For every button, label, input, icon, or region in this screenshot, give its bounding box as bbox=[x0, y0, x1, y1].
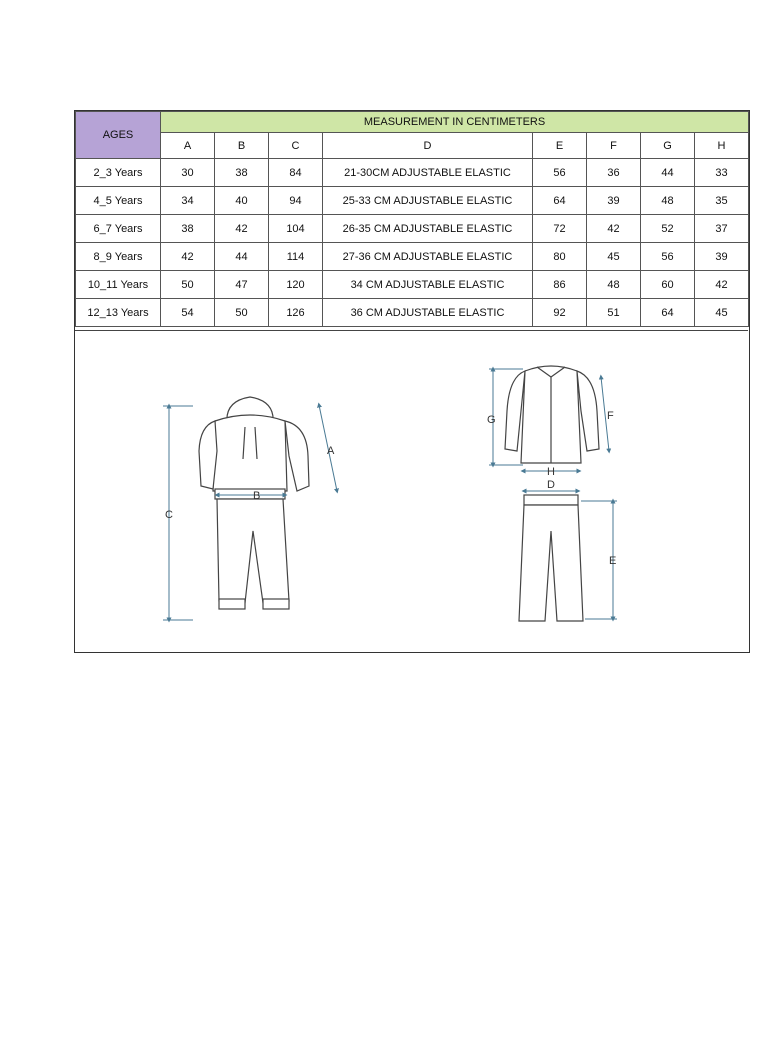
cell-h: 39 bbox=[695, 243, 749, 271]
cell-d: 26-35 CM ADJUSTABLE ELASTIC bbox=[323, 215, 533, 243]
measurement-diagram bbox=[75, 330, 748, 653]
cell-d: 25-33 CM ADJUSTABLE ELASTIC bbox=[323, 187, 533, 215]
cell-e: 72 bbox=[533, 215, 587, 243]
cell-g: 44 bbox=[641, 159, 695, 187]
left-cuff-shape bbox=[219, 599, 245, 609]
cell-e: 80 bbox=[533, 243, 587, 271]
size-table bbox=[75, 111, 749, 327]
cell-b: 50 bbox=[215, 299, 269, 327]
table-row bbox=[76, 271, 749, 299]
cell-c: 126 bbox=[269, 299, 323, 327]
cell-b: 42 bbox=[215, 215, 269, 243]
table-row bbox=[76, 243, 749, 271]
cell-g: 52 bbox=[641, 215, 695, 243]
cell-f: 51 bbox=[587, 299, 641, 327]
cell-f: 48 bbox=[587, 271, 641, 299]
cell-d: 21-30CM ADJUSTABLE ELASTIC bbox=[323, 159, 533, 187]
cell-d: 27-36 CM ADJUSTABLE ELASTIC bbox=[323, 243, 533, 271]
cell-b: 40 bbox=[215, 187, 269, 215]
table-row bbox=[76, 299, 749, 327]
col-header-h: H bbox=[695, 133, 749, 159]
cell-e: 92 bbox=[533, 299, 587, 327]
label-f: F bbox=[607, 410, 614, 422]
cell-h: 42 bbox=[695, 271, 749, 299]
cell-f: 45 bbox=[587, 243, 641, 271]
diagram-svg bbox=[75, 331, 748, 653]
col-header-g: G bbox=[641, 133, 695, 159]
cell-b: 38 bbox=[215, 159, 269, 187]
table-row bbox=[76, 187, 749, 215]
right-sleeve-shape bbox=[285, 421, 309, 491]
cell-f: 42 bbox=[587, 215, 641, 243]
cell-h: 45 bbox=[695, 299, 749, 327]
cell-d: 36 CM ADJUSTABLE ELASTIC bbox=[323, 299, 533, 327]
cell-e: 56 bbox=[533, 159, 587, 187]
age-cell: 8_9 Years bbox=[76, 243, 161, 271]
ages-header: AGES bbox=[76, 112, 161, 159]
age-cell: 2_3 Years bbox=[76, 159, 161, 187]
trousers-figure bbox=[519, 495, 583, 621]
col-header-a: A bbox=[161, 133, 215, 159]
cell-f: 36 bbox=[587, 159, 641, 187]
cell-g: 60 bbox=[641, 271, 695, 299]
cell-h: 35 bbox=[695, 187, 749, 215]
cell-h: 33 bbox=[695, 159, 749, 187]
cell-b: 44 bbox=[215, 243, 269, 271]
col-header-e: E bbox=[533, 133, 587, 159]
cell-c: 114 bbox=[269, 243, 323, 271]
measurement-header: MEASUREMENT IN CENTIMETERS bbox=[161, 112, 749, 133]
cell-d: 34 CM ADJUSTABLE ELASTIC bbox=[323, 271, 533, 299]
table-row bbox=[76, 215, 749, 243]
age-cell: 12_13 Years bbox=[76, 299, 161, 327]
cell-b: 47 bbox=[215, 271, 269, 299]
cell-e: 64 bbox=[533, 187, 587, 215]
cell-f: 39 bbox=[587, 187, 641, 215]
label-b: B bbox=[253, 490, 261, 502]
cell-h: 37 bbox=[695, 215, 749, 243]
cell-a: 38 bbox=[161, 215, 215, 243]
col-header-c: C bbox=[269, 133, 323, 159]
col-header-d: D bbox=[323, 133, 533, 159]
table-row bbox=[76, 159, 749, 187]
cell-c: 94 bbox=[269, 187, 323, 215]
left-sleeve-shape bbox=[199, 421, 217, 489]
label-e: E bbox=[609, 555, 617, 567]
label-g: G bbox=[487, 414, 496, 426]
cell-a: 34 bbox=[161, 187, 215, 215]
cell-c: 84 bbox=[269, 159, 323, 187]
label-d: D bbox=[547, 479, 555, 491]
cell-a: 54 bbox=[161, 299, 215, 327]
right-cuff-shape bbox=[263, 599, 289, 609]
cell-g: 64 bbox=[641, 299, 695, 327]
trousers-shape bbox=[217, 499, 289, 603]
cell-c: 120 bbox=[269, 271, 323, 299]
trousers-legs-shape bbox=[519, 505, 583, 621]
shirt-figure bbox=[505, 366, 599, 463]
age-cell: 6_7 Years bbox=[76, 215, 161, 243]
cell-a: 42 bbox=[161, 243, 215, 271]
cell-c: 104 bbox=[269, 215, 323, 243]
cell-a: 50 bbox=[161, 271, 215, 299]
size-chart-sheet bbox=[74, 110, 750, 653]
label-h: H bbox=[547, 466, 555, 478]
cell-g: 56 bbox=[641, 243, 695, 271]
age-cell: 4_5 Years bbox=[76, 187, 161, 215]
cell-g: 48 bbox=[641, 187, 695, 215]
col-header-b: B bbox=[215, 133, 269, 159]
col-header-f: F bbox=[587, 133, 641, 159]
cell-a: 30 bbox=[161, 159, 215, 187]
top-body-shape bbox=[213, 415, 287, 491]
label-c: C bbox=[165, 509, 173, 521]
cell-e: 86 bbox=[533, 271, 587, 299]
tracksuit-figure bbox=[199, 397, 309, 609]
trousers-waistband-shape bbox=[524, 495, 578, 505]
label-a: A bbox=[327, 445, 335, 457]
age-cell: 10_11 Years bbox=[76, 271, 161, 299]
waistband-shape bbox=[215, 489, 285, 499]
